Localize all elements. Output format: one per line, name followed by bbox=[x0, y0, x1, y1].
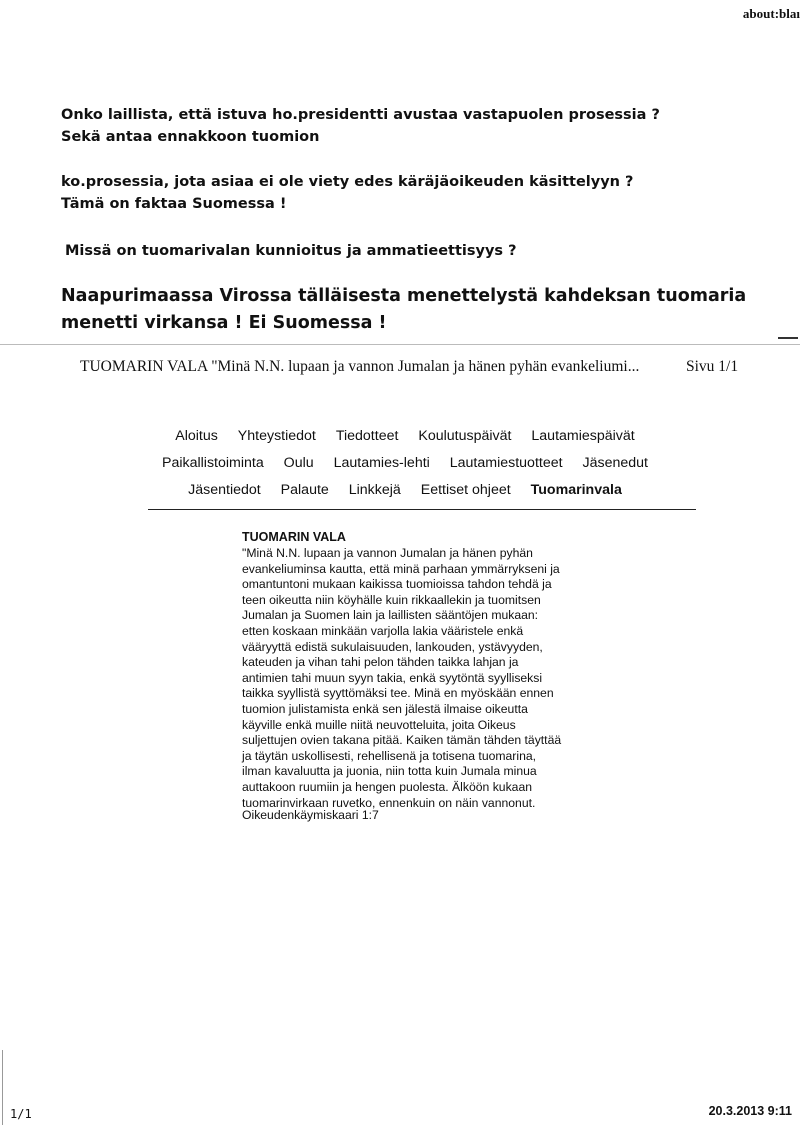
page-counter: 1/1 bbox=[10, 1107, 32, 1121]
nav-link-jasenedut[interactable]: Jäsenedut bbox=[582, 455, 648, 471]
print-header-page: Sivu 1/1 bbox=[686, 358, 739, 375]
oath-title: TUOMARIN VALA bbox=[242, 530, 346, 544]
nav-link-aloitus[interactable]: Aloitus bbox=[175, 428, 218, 444]
nav-link-koulutuspaivat[interactable]: Koulutuspäivät bbox=[418, 428, 512, 444]
nav-link-oulu[interactable]: Oulu bbox=[283, 455, 314, 471]
nav-link-jasentiedot[interactable]: Jäsentiedot bbox=[188, 482, 261, 498]
nav-link-tuomarinvala[interactable]: Tuomarinvala bbox=[530, 482, 622, 498]
nav-link-lautamies-lehti[interactable]: Lautamies-lehti bbox=[333, 455, 430, 471]
handwritten-note-1: Onko laillista, että istuva ho.presidentti avustaa vastapuolen prosessia ? Sekä antaa ennakkoon tuomion bbox=[61, 107, 660, 145]
nav-link-tiedotteet[interactable]: Tiedotteet bbox=[335, 428, 399, 444]
browser-url-header: about:blaı bbox=[742, 6, 800, 21]
nav-link-eettiset-ohjeet[interactable]: Eettiset ohjeet bbox=[420, 482, 511, 498]
nav-divider bbox=[148, 509, 696, 510]
page-divider bbox=[0, 344, 800, 345]
nav-link-paikallistoiminta[interactable]: Paikallistoiminta bbox=[162, 455, 264, 471]
nav-row-3 bbox=[5, 482, 800, 498]
nav-link-yhteystiedot[interactable]: Yhteystiedot bbox=[237, 428, 316, 444]
nav-link-lautamiestuotteet[interactable]: Lautamiestuotteet bbox=[449, 455, 563, 471]
print-datetime: 20.3.2013 9:11 bbox=[708, 1104, 792, 1118]
handwritten-note-3: Missä on tuomarivalan kunnioitus ja ammatieettisyys ? bbox=[65, 243, 517, 259]
nav-link-palaute[interactable]: Palaute bbox=[280, 482, 329, 498]
handwritten-note-4: Naapurimaassa Virossa tälläisesta menettelystä kahdeksan tuomaria menetti virkansa ! Ei Suomessa ! bbox=[61, 286, 747, 333]
nav-link-linkkeja[interactable]: Linkkejä bbox=[348, 482, 401, 498]
handwritten-note-2: ko.prosessia, jota asiaa ei ole viety edes käräjäoikeuden käsittelyyn ? Tämä on faktaa Suomessa ! bbox=[61, 174, 634, 212]
divider-dash bbox=[778, 337, 798, 339]
print-header-title: TUOMARIN VALA "Minä N.N. lupaan ja vannon Jumalan ja hänen pyhän evankeliumi... bbox=[80, 358, 640, 375]
nav-row-1 bbox=[5, 428, 800, 444]
nav-link-lautamiespaivat[interactable]: Lautamiespäivät bbox=[531, 428, 635, 444]
oath-source: Oikeudenkäymiskaari 1:7 bbox=[242, 808, 379, 822]
nav-row-2 bbox=[5, 455, 800, 471]
scan-edge-mark bbox=[2, 1050, 3, 1125]
oath-text: "Minä N.N. lupaan ja vannon Jumalan ja hänen pyhän evankeliuminsa kautta, että minä parhaan ymmärrykseni ja omantuntoni mukaan kaikissa tuomioissa tahdon tehdä ja teen oikeutta niin köyhälle kuin rikkaallekin ja tuomitsen Jumalan ja Suomen lain ja laillisten sääntöjen mukaan: etten koskaan minkään varjolla lakia vääristele enkä vääryyttä edistä sukulaisuuden, lankouden, ystävyyden, kateuden ja vihan tahi pelon tähden taikka lahjan ja antimien tahi muun syyn takia, enkä syytöntä syylliseksi taikka syyllistä syyttömäksi tee. Minä en myöskään ennen tuomion julistamista enkä sen jälestä ilmaise oikeutta käyville enkä muille niitä neuvotteluita, joita Oikeus suljettujen ovien takana pitää. Kaiken tämän tähden täyttää ja täytän uskollisesti, rehellisenä ja totisena tuomarina, ilman kavaluutta ja juonia, niin totta kuin Jumala minua auttakoon ruumiin ja hengen puolesta. Älköön kukaan tuomarinvirkaan ruvetko, ennenkuin on näin vannonut. bbox=[242, 546, 562, 810]
